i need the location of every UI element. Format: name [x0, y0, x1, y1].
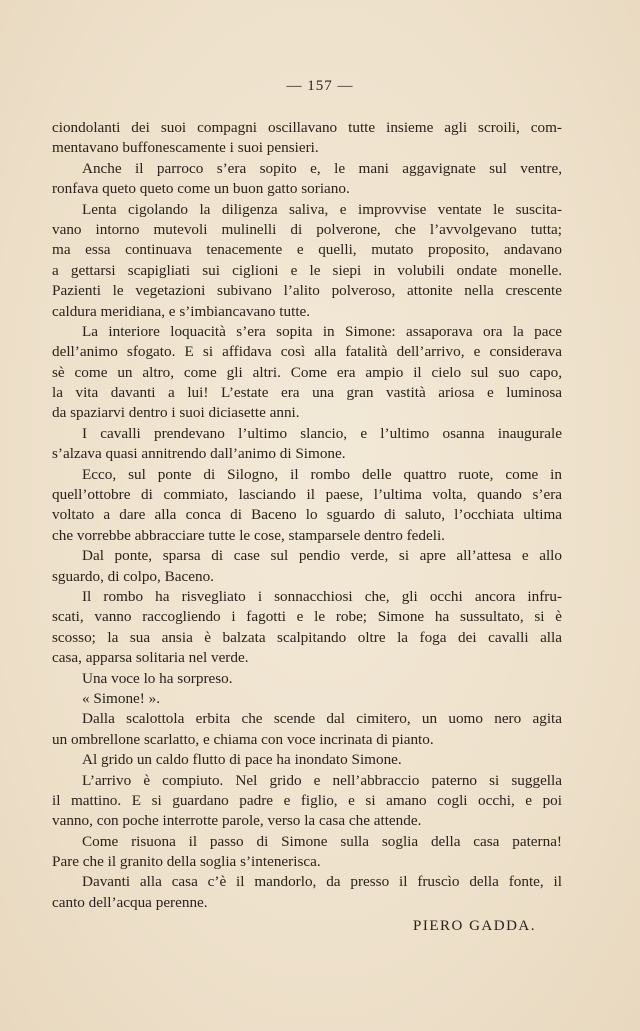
text-line: il mattino. E si guardano padre e figlio, e si amano cogli occhi, e poi — [52, 791, 562, 809]
text-line: Come risuona il passo di Simone sulla soglia della casa paterna! — [82, 832, 562, 850]
text-line: La interiore loquacità s’era sopita in Simone: assaporava ora la pace — [82, 322, 562, 340]
text-line: Pare che il granito della soglia s’intenerisca. — [52, 853, 321, 871]
text-line: vanno, con poche interrotte parole, verso la casa che attende. — [52, 812, 422, 830]
text-line: Una voce lo ha sorpreso. — [82, 669, 233, 687]
text-line: Lenta cigolando la diligenza saliva, e improvvise ventate le suscita- — [82, 200, 562, 218]
text-line: s’alzava quasi annitrendo dall’animo di Simone. — [52, 445, 346, 463]
text-line: « Simone! ». — [82, 689, 161, 707]
text-line: ronfava queto queto come un buon gatto soriano. — [52, 180, 350, 198]
text-line: Il rombo ha risvegliato i sonnacchiosi che, gli occhi ancora infru- — [82, 587, 562, 605]
text-line: che vorrebbe abbracciare tutte le cose, stamparsele dentro fedeli. — [52, 526, 445, 544]
text-line: scati, vanno raccogliendo i fagotti e le robe; Simone ha sussultato, si è — [52, 608, 562, 626]
text-line: scosso; la sua ansia è balzata scalpitando oltre la foga dei cavalli alla — [52, 628, 562, 646]
text-line: voltato a dare alla conca di Baceno lo sguardo di saluto, l’occhiata ultima — [52, 506, 562, 524]
text-line: Al grido un caldo flutto di pace ha inondato Simone. — [82, 751, 402, 769]
author-signature: PIERO GADDA. — [413, 918, 536, 934]
text-line: Pazienti le vegetazioni subivano l’alito polveroso, attonite nella crescente — [52, 282, 562, 300]
text-line: quell’ottobre di commiato, lasciando il paese, l’ultima volta, quando s’era — [52, 486, 562, 504]
body-text — [52, 118, 562, 913]
text-line: L’arrivo è compiuto. Nel grido e nell’abbraccio paterno si suggella — [82, 771, 562, 789]
text-line: Ecco, sul ponte di Silogno, il rombo delle quattro ruote, come in — [82, 465, 562, 483]
text-line: dell’animo sfogato. E si affidava così alla fatalità dell’arrivo, e considerava — [52, 343, 562, 361]
text-line: ciondolanti dei suoi compagni oscillavano tutte insieme agli scroili, com- — [52, 119, 562, 136]
text-line: vano intorno mutevoli mulinelli di polverone, che l’avvolgevano tutta; — [52, 220, 562, 238]
text-line: caldura meridiana, e s’imbiancavano tutte. — [52, 302, 311, 320]
text-line: sè come un altro, come gli altri. Come era ampio il cielo sul suo capo, — [52, 363, 562, 381]
text-line: a gettarsi scapigliati sui ciglioni e le siepi in volubili ondate monelle. — [52, 261, 562, 279]
text-line: da spaziarvi dentro i suoi diciasette anni. — [52, 404, 300, 422]
text-line: canto dell’acqua perenne. — [52, 893, 208, 911]
text-line: I cavalli prendevano l’ultimo slancio, e l’ultimo osanna inaugurale — [82, 424, 562, 442]
text-line: la vita davanti a lui! L’estate era una gran vastità ariosa e luminosa — [52, 384, 562, 402]
text-line: Davanti alla casa c’è il mandorlo, da presso il fruscìo della fonte, il — [82, 873, 562, 891]
text-line: Dalla scalottola erbita che scende dal cimitero, un uomo nero agita — [82, 710, 562, 728]
text-line: casa, apparsa solitaria nel verde. — [52, 649, 249, 667]
text-line: sguardo, di colpo, Baceno. — [52, 567, 214, 585]
text-line: Anche il parroco s’era sopito e, le mani aggavignate sul ventre, — [82, 159, 562, 177]
text-line: un ombrellone scarlatto, e chiama con voce incrinata di pianto. — [52, 730, 434, 748]
text-line: ma essa continuava tenacemente e quelli, mutato proposito, andavano — [52, 241, 562, 259]
page-number: — 157 — — [286, 78, 354, 94]
text-line: mentavano buffonescamente i suoi pensieri. — [52, 139, 319, 157]
text-line: Dal ponte, sparsa di case sul pendio verde, si apre all’attesa e allo — [82, 547, 562, 565]
